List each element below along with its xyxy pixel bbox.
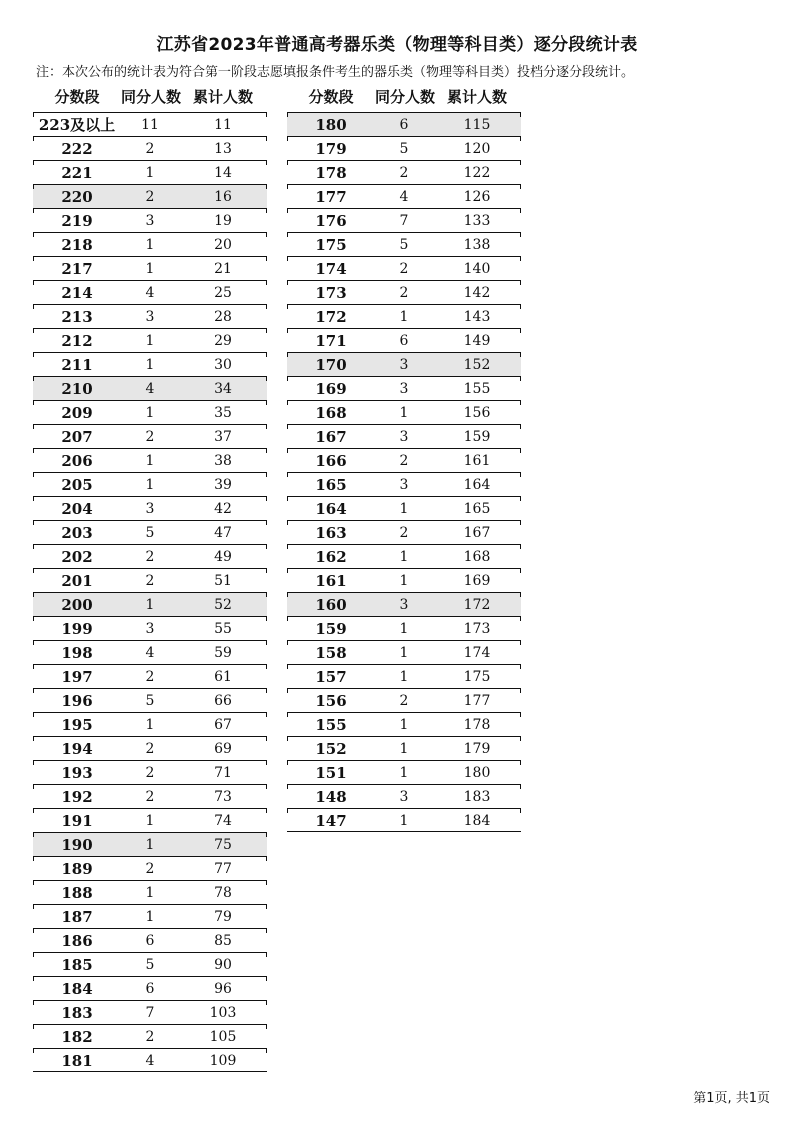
cumulative-count-cell: 39 — [214, 477, 232, 493]
table-row — [33, 544, 267, 568]
same-count-cell: 1 — [145, 453, 155, 469]
same-count-cell: 2 — [145, 549, 155, 565]
table-row — [287, 568, 521, 592]
score-cell: 221 — [61, 164, 93, 182]
table-row — [287, 544, 521, 568]
same-count-cell: 2 — [399, 453, 409, 469]
table-row — [287, 640, 521, 664]
same-count-cell: 2 — [399, 285, 409, 301]
cumulative-count-cell: 42 — [214, 501, 232, 517]
cumulative-count-cell: 177 — [463, 693, 491, 709]
cumulative-count-cell: 78 — [214, 885, 232, 901]
score-cell: 203 — [61, 524, 93, 542]
score-cell: 180 — [315, 116, 347, 134]
cumulative-count-cell: 149 — [463, 333, 491, 349]
score-cell: 195 — [61, 716, 93, 734]
score-cell: 183 — [61, 1004, 93, 1022]
same-count-cell: 5 — [145, 525, 155, 541]
score-cell: 189 — [61, 860, 93, 878]
score-cell: 181 — [61, 1052, 93, 1070]
cumulative-count-cell: 71 — [214, 765, 232, 781]
table-row — [33, 928, 267, 952]
table-row — [33, 520, 267, 544]
cumulative-count-cell: 183 — [463, 789, 491, 805]
same-count-cell: 2 — [145, 765, 155, 781]
same-count-cell: 3 — [399, 429, 409, 445]
score-cell: 171 — [315, 332, 347, 350]
score-cell: 166 — [315, 452, 347, 470]
table-row — [287, 616, 521, 640]
same-count-cell: 1 — [145, 885, 155, 901]
cumulative-count-cell: 29 — [214, 333, 232, 349]
same-count-cell: 6 — [399, 117, 409, 133]
same-count-cell: 3 — [145, 309, 155, 325]
score-cell: 176 — [315, 212, 347, 230]
same-count-cell: 4 — [145, 645, 155, 661]
right-table-header — [287, 86, 521, 108]
cumulative-count-cell: 172 — [463, 597, 491, 613]
table-row — [287, 520, 521, 544]
table-row — [287, 280, 521, 304]
same-count-cell: 1 — [145, 477, 155, 493]
score-cell: 155 — [315, 716, 347, 734]
table-row — [33, 808, 267, 832]
score-cell: 196 — [61, 692, 93, 710]
same-count-cell: 3 — [399, 477, 409, 493]
score-cell: 211 — [61, 356, 93, 374]
cumulative-count-cell: 14 — [214, 165, 232, 181]
score-cell: 165 — [315, 476, 347, 494]
table-row — [287, 784, 521, 808]
same-count-cell: 2 — [145, 573, 155, 589]
table-row — [33, 784, 267, 808]
same-count-cell: 1 — [399, 813, 409, 829]
cumulative-count-cell: 69 — [214, 741, 232, 757]
same-count-cell: 1 — [399, 621, 409, 637]
cumulative-count-cell: 173 — [463, 621, 491, 637]
table-row — [33, 136, 267, 160]
table-row — [33, 640, 267, 664]
table-row — [33, 352, 267, 376]
cumulative-count-cell: 167 — [463, 525, 491, 541]
score-cell: 168 — [315, 404, 347, 422]
score-cell: 198 — [61, 644, 93, 662]
cumulative-count-cell: 184 — [463, 813, 491, 829]
score-cell: 190 — [61, 836, 93, 854]
cumulative-count-cell: 143 — [463, 309, 491, 325]
table-row — [33, 904, 267, 928]
table-row — [33, 712, 267, 736]
score-cell: 219 — [61, 212, 93, 230]
same-count-cell: 7 — [145, 1005, 155, 1021]
score-cell: 214 — [61, 284, 93, 302]
cumulative-count-cell: 28 — [214, 309, 232, 325]
right-score-table — [287, 112, 521, 832]
table-row — [33, 112, 267, 136]
cumulative-count-cell: 25 — [214, 285, 232, 301]
cumulative-count-cell: 79 — [214, 909, 232, 925]
table-row — [287, 424, 521, 448]
cumulative-count-cell: 168 — [463, 549, 491, 565]
cumulative-count-cell: 85 — [214, 933, 232, 949]
cumulative-count-cell: 165 — [463, 501, 491, 517]
table-row — [33, 760, 267, 784]
score-cell: 161 — [315, 572, 347, 590]
cumulative-count-cell: 105 — [209, 1029, 237, 1045]
score-cell: 218 — [61, 236, 93, 254]
header-same-count: 同分人数 — [375, 88, 436, 106]
cumulative-count-cell: 30 — [214, 357, 232, 373]
score-cell: 222 — [61, 140, 93, 158]
same-count-cell: 1 — [145, 597, 155, 613]
table-row — [33, 688, 267, 712]
table-row — [287, 376, 521, 400]
cumulative-count-cell: 20 — [214, 237, 232, 253]
same-count-cell: 5 — [399, 237, 409, 253]
same-count-cell: 4 — [145, 285, 155, 301]
same-count-cell: 5 — [399, 141, 409, 157]
table-row — [287, 808, 521, 832]
cumulative-count-cell: 152 — [463, 357, 491, 373]
cumulative-count-cell: 133 — [463, 213, 491, 229]
table-row — [33, 952, 267, 976]
same-count-cell: 1 — [145, 165, 155, 181]
score-cell: 212 — [61, 332, 93, 350]
same-count-cell: 3 — [145, 621, 155, 637]
score-cell: 167 — [315, 428, 347, 446]
score-cell: 147 — [315, 812, 347, 830]
cumulative-count-cell: 120 — [463, 141, 491, 157]
score-cell: 197 — [61, 668, 93, 686]
score-cell: 209 — [61, 404, 93, 422]
same-count-cell: 2 — [399, 261, 409, 277]
table-row — [33, 208, 267, 232]
score-cell: 178 — [315, 164, 347, 182]
score-cell: 186 — [61, 932, 93, 950]
score-cell: 175 — [315, 236, 347, 254]
same-count-cell: 1 — [399, 549, 409, 565]
cumulative-count-cell: 138 — [463, 237, 491, 253]
score-cell: 194 — [61, 740, 93, 758]
score-cell: 200 — [61, 596, 93, 614]
table-row — [287, 232, 521, 256]
cumulative-count-cell: 52 — [214, 597, 232, 613]
score-cell: 174 — [315, 260, 347, 278]
score-cell: 217 — [61, 260, 93, 278]
table-row — [287, 592, 521, 616]
cumulative-count-cell: 13 — [214, 141, 232, 157]
cumulative-count-cell: 180 — [463, 765, 491, 781]
cumulative-count-cell: 169 — [463, 573, 491, 589]
score-cell: 164 — [315, 500, 347, 518]
table-row — [33, 328, 267, 352]
cumulative-count-cell: 55 — [214, 621, 232, 637]
table-row — [33, 832, 267, 856]
table-row — [33, 592, 267, 616]
table-row — [287, 448, 521, 472]
table-row — [287, 160, 521, 184]
cumulative-count-cell: 59 — [214, 645, 232, 661]
table-row — [33, 664, 267, 688]
cumulative-count-cell: 49 — [214, 549, 232, 565]
score-cell: 184 — [61, 980, 93, 998]
header-score: 分数段 — [308, 88, 354, 106]
same-count-cell: 4 — [145, 1053, 155, 1069]
same-count-cell: 1 — [145, 357, 155, 373]
table-row — [287, 712, 521, 736]
table-row — [33, 448, 267, 472]
score-cell: 170 — [315, 356, 347, 374]
table-row — [287, 664, 521, 688]
score-cell: 169 — [315, 380, 347, 398]
table-row — [33, 1024, 267, 1048]
score-cell: 204 — [61, 500, 93, 518]
same-count-cell: 6 — [145, 981, 155, 997]
table-row — [287, 136, 521, 160]
same-count-cell: 11 — [141, 117, 159, 133]
cumulative-count-cell: 11 — [214, 117, 232, 133]
same-count-cell: 6 — [399, 333, 409, 349]
cumulative-count-cell: 51 — [214, 573, 232, 589]
cumulative-count-cell: 16 — [214, 189, 232, 205]
table-row — [33, 880, 267, 904]
cumulative-count-cell: 155 — [463, 381, 491, 397]
score-cell: 173 — [315, 284, 347, 302]
table-note: 注：本次公布的统计表为符合第一阶段志愿填报条件考生的器乐类（物理等科目类）投档分逐分段统计。 — [36, 65, 635, 80]
same-count-cell: 4 — [145, 381, 155, 397]
score-cell: 159 — [315, 620, 347, 638]
same-count-cell: 1 — [145, 405, 155, 421]
table-row — [287, 208, 521, 232]
cumulative-count-cell: 66 — [214, 693, 232, 709]
same-count-cell: 1 — [145, 261, 155, 277]
cumulative-count-cell: 156 — [463, 405, 491, 421]
cumulative-count-cell: 75 — [214, 837, 232, 853]
score-cell: 192 — [61, 788, 93, 806]
table-row — [287, 328, 521, 352]
table-row — [287, 256, 521, 280]
same-count-cell: 4 — [399, 189, 409, 205]
score-cell: 156 — [315, 692, 347, 710]
score-cell: 182 — [61, 1028, 93, 1046]
table-row — [33, 976, 267, 1000]
same-count-cell: 3 — [399, 597, 409, 613]
table-row — [33, 232, 267, 256]
same-count-cell: 1 — [399, 741, 409, 757]
score-cell: 152 — [315, 740, 347, 758]
score-cell: 199 — [61, 620, 93, 638]
score-cell: 202 — [61, 548, 93, 566]
score-cell: 179 — [315, 140, 347, 158]
table-row — [33, 1048, 267, 1072]
table-row — [287, 472, 521, 496]
score-cell: 158 — [315, 644, 347, 662]
score-cell: 201 — [61, 572, 93, 590]
table-row — [33, 304, 267, 328]
score-cell: 207 — [61, 428, 93, 446]
same-count-cell: 1 — [145, 717, 155, 733]
table-row — [287, 112, 521, 136]
same-count-cell: 3 — [399, 381, 409, 397]
cumulative-count-cell: 21 — [214, 261, 232, 277]
table-row — [287, 304, 521, 328]
table-row — [287, 496, 521, 520]
same-count-cell: 2 — [399, 693, 409, 709]
same-count-cell: 3 — [399, 357, 409, 373]
table-row — [33, 400, 267, 424]
same-count-cell: 2 — [145, 1029, 155, 1045]
score-cell: 213 — [61, 308, 93, 326]
same-count-cell: 1 — [399, 309, 409, 325]
score-cell: 188 — [61, 884, 93, 902]
cumulative-count-cell: 61 — [214, 669, 232, 685]
cumulative-count-cell: 47 — [214, 525, 232, 541]
score-cell: 193 — [61, 764, 93, 782]
cumulative-count-cell: 142 — [463, 285, 491, 301]
same-count-cell: 2 — [145, 669, 155, 685]
table-row — [33, 616, 267, 640]
table-row — [33, 160, 267, 184]
table-row — [287, 184, 521, 208]
cumulative-count-cell: 74 — [214, 813, 232, 829]
cumulative-count-cell: 34 — [214, 381, 232, 397]
cumulative-count-cell: 38 — [214, 453, 232, 469]
cumulative-count-cell: 126 — [463, 189, 491, 205]
cumulative-count-cell: 115 — [463, 117, 491, 133]
same-count-cell: 1 — [399, 645, 409, 661]
cumulative-count-cell: 73 — [214, 789, 232, 805]
cumulative-count-cell: 77 — [214, 861, 232, 877]
same-count-cell: 6 — [145, 933, 155, 949]
cumulative-count-cell: 164 — [463, 477, 491, 493]
score-cell: 160 — [315, 596, 347, 614]
cumulative-count-cell: 159 — [463, 429, 491, 445]
page-footer: 第1页, 共1页 — [693, 1091, 770, 1106]
same-count-cell: 1 — [145, 837, 155, 853]
score-cell: 163 — [315, 524, 347, 542]
same-count-cell: 5 — [145, 957, 155, 973]
header-same-count: 同分人数 — [121, 88, 182, 106]
cumulative-count-cell: 35 — [214, 405, 232, 421]
same-count-cell: 1 — [399, 405, 409, 421]
same-count-cell: 2 — [399, 165, 409, 181]
score-cell: 172 — [315, 308, 347, 326]
same-count-cell: 2 — [145, 141, 155, 157]
score-cell: 220 — [61, 188, 93, 206]
header-score: 分数段 — [54, 88, 100, 106]
header-cumulative-count: 累计人数 — [446, 88, 507, 106]
score-cell: 206 — [61, 452, 93, 470]
cumulative-count-cell: 161 — [463, 453, 491, 469]
table-row — [33, 376, 267, 400]
cumulative-count-cell: 103 — [209, 1005, 237, 1021]
score-cell: 187 — [61, 908, 93, 926]
score-cell: 191 — [61, 812, 93, 830]
table-row — [287, 400, 521, 424]
page-title: 江苏省2023年普通高考器乐类（物理等科目类）逐分段统计表 — [156, 35, 638, 55]
same-count-cell: 1 — [145, 237, 155, 253]
score-cell: 177 — [315, 188, 347, 206]
same-count-cell: 1 — [145, 333, 155, 349]
same-count-cell: 2 — [145, 789, 155, 805]
same-count-cell: 1 — [399, 717, 409, 733]
table-row — [287, 352, 521, 376]
score-cell: 210 — [61, 380, 93, 398]
cumulative-count-cell: 179 — [463, 741, 491, 757]
same-count-cell: 2 — [145, 861, 155, 877]
cumulative-count-cell: 140 — [463, 261, 491, 277]
same-count-cell: 1 — [145, 813, 155, 829]
score-cell: 151 — [315, 764, 347, 782]
table-row — [33, 256, 267, 280]
table-row — [33, 1000, 267, 1024]
cumulative-count-cell: 109 — [209, 1053, 237, 1069]
same-count-cell: 1 — [399, 765, 409, 781]
score-cell: 205 — [61, 476, 93, 494]
table-row — [33, 424, 267, 448]
score-cell: 223及以上 — [38, 116, 116, 134]
table-row — [287, 736, 521, 760]
cumulative-count-cell: 19 — [214, 213, 232, 229]
cumulative-count-cell: 67 — [214, 717, 232, 733]
cumulative-count-cell: 175 — [463, 669, 491, 685]
same-count-cell: 2 — [145, 741, 155, 757]
same-count-cell: 3 — [399, 789, 409, 805]
cumulative-count-cell: 37 — [214, 429, 232, 445]
left-score-table — [33, 112, 267, 1072]
table-row — [33, 184, 267, 208]
table-row — [33, 496, 267, 520]
score-cell: 148 — [315, 788, 347, 806]
header-cumulative-count: 累计人数 — [192, 88, 253, 106]
cumulative-count-cell: 122 — [463, 165, 491, 181]
left-table-header — [33, 86, 267, 108]
table-row — [33, 568, 267, 592]
score-cell: 157 — [315, 668, 347, 686]
cumulative-count-cell: 96 — [214, 981, 232, 997]
cumulative-count-cell: 174 — [463, 645, 491, 661]
score-cell: 162 — [315, 548, 347, 566]
table-row — [33, 472, 267, 496]
same-count-cell: 3 — [145, 501, 155, 517]
same-count-cell: 2 — [399, 525, 409, 541]
same-count-cell: 2 — [145, 189, 155, 205]
table-row — [287, 688, 521, 712]
same-count-cell: 5 — [145, 693, 155, 709]
same-count-cell: 3 — [145, 213, 155, 229]
score-cell: 185 — [61, 956, 93, 974]
same-count-cell: 1 — [145, 909, 155, 925]
table-row — [33, 280, 267, 304]
table-row — [33, 856, 267, 880]
same-count-cell: 1 — [399, 501, 409, 517]
same-count-cell: 1 — [399, 573, 409, 589]
cumulative-count-cell: 178 — [463, 717, 491, 733]
same-count-cell: 7 — [399, 213, 409, 229]
cumulative-count-cell: 90 — [214, 957, 232, 973]
table-row — [33, 736, 267, 760]
same-count-cell: 1 — [399, 669, 409, 685]
same-count-cell: 2 — [145, 429, 155, 445]
table-row — [287, 760, 521, 784]
